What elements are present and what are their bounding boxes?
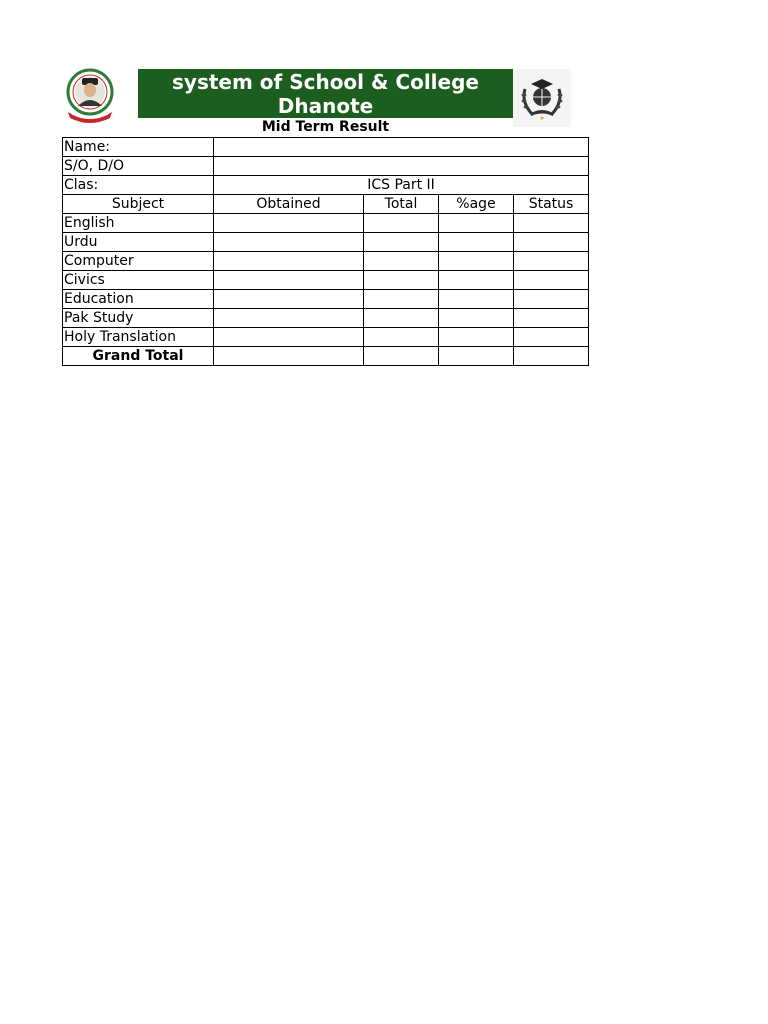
column-header-subject: Subject <box>63 195 214 214</box>
percentage-cell[interactable] <box>439 290 514 309</box>
percentage-cell[interactable] <box>439 309 514 328</box>
portrait-seal-logo-icon <box>62 68 118 128</box>
total-cell[interactable] <box>364 271 439 290</box>
obtained-cell[interactable] <box>214 328 364 347</box>
grand-total-total[interactable] <box>364 347 439 366</box>
status-cell[interactable] <box>514 214 589 233</box>
subject-name: Civics <box>63 271 214 290</box>
document-title: Mid Term Result <box>261 119 390 135</box>
status-cell[interactable] <box>514 252 589 271</box>
obtained-cell[interactable] <box>214 290 364 309</box>
table-row <box>63 328 589 347</box>
column-header-percentage: %age <box>439 195 514 214</box>
obtained-cell[interactable] <box>214 252 364 271</box>
class-label: Clas: <box>63 176 214 195</box>
parent-label: S/O, D/O <box>63 157 214 176</box>
institution-name-line2: Dhanote <box>277 93 374 118</box>
column-header-status: Status <box>514 195 589 214</box>
status-cell[interactable] <box>514 233 589 252</box>
column-header-obtained: Obtained <box>214 195 364 214</box>
percentage-cell[interactable] <box>439 271 514 290</box>
obtained-cell[interactable] <box>214 233 364 252</box>
percentage-cell[interactable] <box>439 328 514 347</box>
class-field[interactable]: ICS Part II <box>214 176 589 195</box>
status-cell[interactable] <box>514 271 589 290</box>
table-row <box>63 233 589 252</box>
status-cell[interactable] <box>514 290 589 309</box>
parent-field[interactable] <box>214 157 589 176</box>
name-label: Name: <box>63 138 214 157</box>
graduate-globe-laurel-logo-icon <box>513 69 571 127</box>
obtained-cell[interactable] <box>214 309 364 328</box>
status-cell[interactable] <box>514 309 589 328</box>
table-row <box>63 271 589 290</box>
table-row <box>63 252 589 271</box>
name-row <box>63 138 589 157</box>
percentage-cell[interactable] <box>439 252 514 271</box>
total-cell[interactable] <box>364 252 439 271</box>
column-header-total: Total <box>364 195 439 214</box>
grand-total-obtained[interactable] <box>214 347 364 366</box>
obtained-cell[interactable] <box>214 271 364 290</box>
subject-name: Pak Study <box>63 309 214 328</box>
subject-name: Computer <box>63 252 214 271</box>
grand-total-status[interactable] <box>514 347 589 366</box>
total-cell[interactable] <box>364 328 439 347</box>
table-row <box>63 290 589 309</box>
parent-row <box>63 157 589 176</box>
total-cell[interactable] <box>364 309 439 328</box>
grand-total-label: Grand Total <box>63 347 214 366</box>
total-cell[interactable] <box>364 290 439 309</box>
subject-name: English <box>63 214 214 233</box>
institution-banner <box>138 69 513 118</box>
result-table <box>62 137 589 366</box>
subject-name: Holy Translation <box>63 328 214 347</box>
total-cell[interactable] <box>364 214 439 233</box>
subject-name: Urdu <box>63 233 214 252</box>
table-header-row <box>63 195 589 214</box>
percentage-cell[interactable] <box>439 214 514 233</box>
name-field[interactable] <box>214 138 589 157</box>
obtained-cell[interactable] <box>214 214 364 233</box>
table-row <box>63 214 589 233</box>
subject-name: Education <box>63 290 214 309</box>
grand-total-row <box>63 347 589 366</box>
table-row <box>63 309 589 328</box>
status-cell[interactable] <box>514 328 589 347</box>
grand-total-percentage[interactable] <box>439 347 514 366</box>
total-cell[interactable] <box>364 233 439 252</box>
percentage-cell[interactable] <box>439 233 514 252</box>
class-row <box>63 176 589 195</box>
institution-name-line1: system of School & College <box>172 69 479 94</box>
